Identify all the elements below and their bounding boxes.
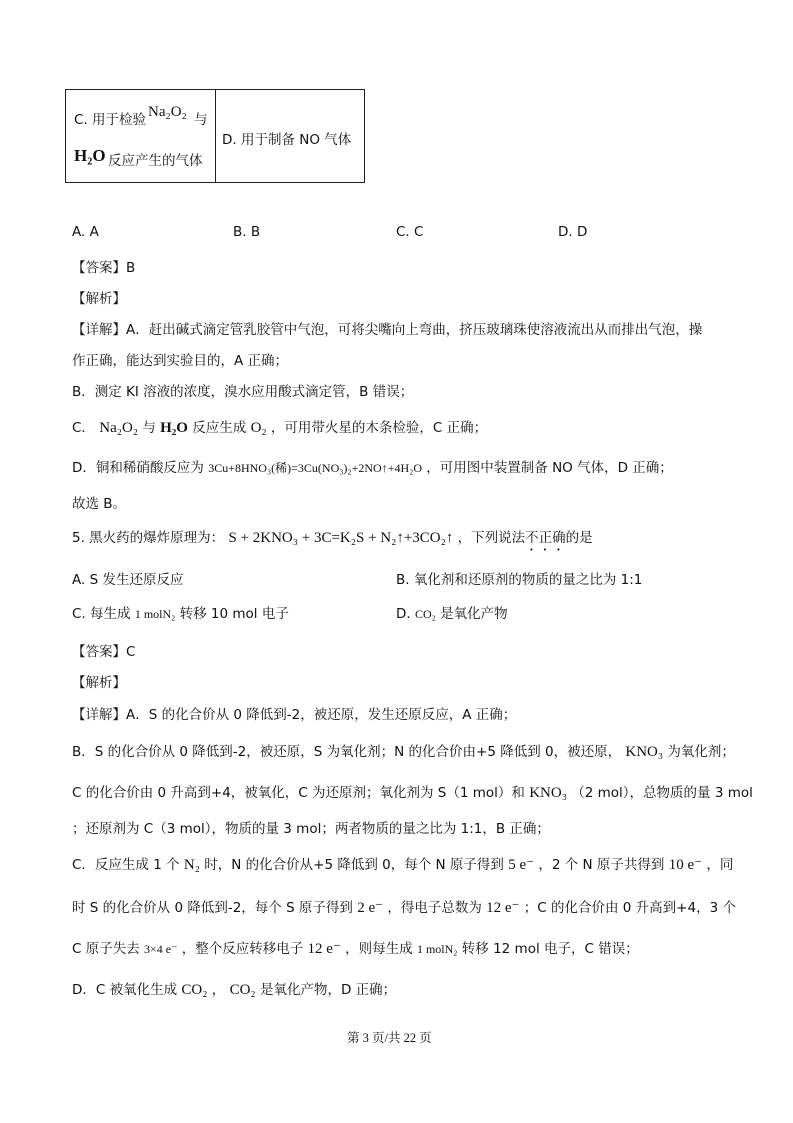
- electrons-5e: 5 e⁻: [508, 857, 535, 873]
- q5-detail-line5: C．反应生成 1 个 N₂ 时，N 的化合价从+5 降低到 0，每个 N 原子得到 5 e⁻ ，2 个 N 原子共得到 10 e⁻ ，同: [72, 857, 734, 873]
- formula-co2: CO₂: [229, 982, 256, 998]
- q4-detail-b: B．测定 KI 溶液的浓度，溴水应用酸式滴定管，B 错误；: [72, 384, 414, 400]
- q5-detail-line8: D．C 被氧化生成 CO₂ ， CO₂ 是氧化产物，D 正确；: [72, 982, 397, 998]
- q5-detail-line6: 时 S 的化合价从 0 降低到-2，每个 S 原子得到 2 e⁻ ，得电子总数为 12 e⁻ ；C 的化合价由 0 升高到+4，3 个: [72, 900, 736, 916]
- formula-n2: N₂: [183, 857, 200, 873]
- q4-option-d: D. D: [558, 224, 588, 240]
- q4-detail-a-line2: 作正确，能达到实验目的，A 正确；: [72, 353, 289, 369]
- formula-1mol-n2: 1 molN₂: [416, 942, 458, 956]
- formula-o2: O₂: [250, 420, 267, 436]
- formula-na2o2: Na₂O₂: [99, 420, 139, 436]
- q5-option-d: D. CO₂ 是氧化产物: [396, 606, 508, 622]
- cell-c-formula-h2o: H₂O: [74, 146, 106, 165]
- q5-option-a: A. S 发生还原反应: [72, 572, 184, 588]
- cell-c-formula-na2o2: Na₂O₂: [148, 104, 187, 120]
- cell-c-text-c: 反应产生的气体: [108, 153, 203, 169]
- q5-detail-line1: 【详解】A．S 的化合价从 0 降低到-2，被还原，发生还原反应，A 正确；: [72, 707, 517, 723]
- formula-kno3: KNO₃: [529, 785, 567, 801]
- q4-analysis-label: 【解析】: [72, 291, 126, 307]
- electrons-12e: 12 e⁻: [307, 941, 341, 957]
- q4-option-a: A. A: [72, 224, 99, 240]
- q5-option-c: C. 每生成 1 molN₂ 转移 10 mol 电子: [72, 606, 289, 622]
- electrons-3x4e: 3×4 e⁻: [144, 942, 178, 956]
- emphasis-not-correct: 不正确: [525, 530, 566, 546]
- formula-co2: CO₂: [181, 982, 208, 998]
- q4-detail-d: D．铜和稀硝酸反应为 3Cu+8HNO₃(稀)=3Cu(NO₃)₂+2NO↑+4H₂O ，可用图中装置制备 NO 气体，D 正确；: [72, 460, 673, 476]
- q4-option-b: B. B: [233, 224, 261, 240]
- q5-detail-line7: C 原子失去 3×4 e⁻ ，整个反应转移电子 12 e⁻ ，则每生成 1 molN₂ 转移 12 mol 电子，C 错误；: [72, 941, 639, 957]
- q5-detail-line3: C 的化合价由 0 升高到+4，被氧化，C 为还原剂；氧化剂为 S（1 mol）和 KNO₃ （2 mol），总物质的量 3 mol: [72, 785, 753, 801]
- cell-d-text: D. 用于制备 NO 气体: [222, 132, 352, 148]
- equation-black-powder: S + 2KNO₃ + 3C=K₂S + N₂↑+3CO₂↑: [228, 530, 454, 546]
- q4-conclusion: 故选 B。: [72, 496, 127, 512]
- formula-kno3: KNO₃: [625, 744, 664, 760]
- cell-c-text-a: C. 用于检验: [74, 112, 147, 128]
- formula-1mol-n2: 1 molN₂: [134, 607, 176, 621]
- options-table: [65, 89, 365, 183]
- q5-option-b: B. 氧化剂和还原剂的物质的量之比为 1:1: [396, 572, 643, 588]
- q5-detail-line2: B．S 的化合价从 0 降低到-2，被还原，S 为氧化剂；N 的化合价由+5 降低到 0，被还原， KNO₃ 为氧化剂；: [72, 744, 735, 760]
- cell-c-text-b: 与: [194, 112, 208, 128]
- q4-option-c: C. C: [396, 224, 424, 240]
- q4-detail-c: C． Na₂O₂ 与 H₂O 反应生成 O₂ ，可用带火星的木条检验，C 正确；: [72, 420, 488, 436]
- page-footer: 第 3 页/共 22 页: [347, 1031, 432, 1045]
- electrons-2e: 2 e⁻: [357, 900, 384, 916]
- q4-answer: 【答案】B: [72, 260, 136, 276]
- q5-detail-line4: ；还原剂为 C（3 mol），物质的量 3 mol；两者物质的量之比为 1:1，B 正确；: [72, 821, 550, 837]
- formula-h2o: H₂O: [160, 420, 188, 436]
- q4-detail-a-line1: 【详解】A．赶出碱式滴定管乳胶管中气泡，可将尖嘴向上弯曲，挤压玻璃珠使溶液流出从而排出气泡，操: [72, 322, 703, 338]
- q5-analysis-label: 【解析】: [72, 675, 126, 691]
- option-cell-c: [66, 90, 216, 183]
- formula-co2: CO₂: [414, 607, 436, 621]
- electrons-10e: 10 e⁻: [668, 857, 703, 873]
- option-cell-d: [216, 90, 365, 183]
- equation-cu-hno3: 3Cu+8HNO₃(稀)=3Cu(NO₃)₂+2NO↑+4H₂O: [208, 461, 422, 475]
- q5-stem: 5. 黑火药的爆炸原理为： S + 2KNO₃ + 3C=K₂S + N₂↑+3CO₂↑ ，下列说法不正确的是: [72, 530, 593, 546]
- electrons-12e: 12 e⁻: [486, 900, 520, 916]
- q5-answer: 【答案】C: [72, 644, 136, 660]
